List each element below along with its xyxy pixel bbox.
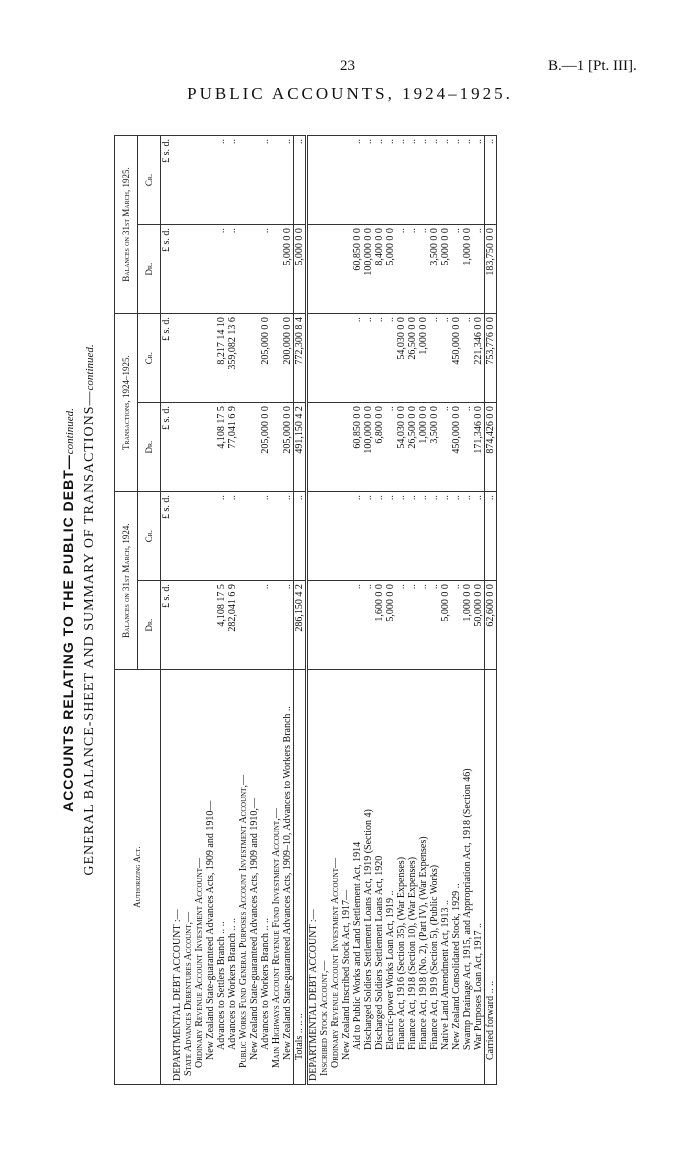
amount-cell: .. [451, 136, 462, 225]
row-description: Finance Act, 1919 (Section 5), (Public Works) [429, 670, 440, 1085]
amount-cell [249, 136, 260, 225]
amount-cell [205, 581, 216, 670]
amount-cell [341, 403, 352, 492]
amount-cell: .. [216, 492, 227, 581]
amount-cell: .. [429, 581, 440, 670]
amount-cell: .. [260, 225, 271, 314]
table-row [216, 136, 227, 1085]
amount-cell: .. [473, 136, 485, 225]
amount-cell: .. [227, 136, 238, 225]
row-description: Ordinary Revenue Account Investment Account— [194, 670, 205, 1085]
amount-cell: 171,346 0 0 [473, 403, 485, 492]
amount-cell: .. [385, 136, 396, 225]
amount-cell: .. [363, 136, 374, 225]
amount-cell [330, 492, 341, 581]
amount-cell: .. [385, 492, 396, 581]
units-label: £ s. d. [161, 581, 173, 670]
amount-cell: 77,041 6 9 [227, 403, 238, 492]
amount-cell [194, 581, 205, 670]
amount-cell: .. [451, 581, 462, 670]
amount-cell [238, 225, 249, 314]
amount-cell: .. [418, 581, 429, 670]
units-label: £ s. d. [161, 403, 173, 492]
header-cr: Cr. [138, 492, 161, 581]
table-row [307, 136, 320, 1085]
header-authorizing-act: Authorizing Act. [115, 670, 161, 1085]
amount-cell [238, 403, 249, 492]
amount-cell: .. [363, 581, 374, 670]
amount-cell: .. [374, 314, 385, 403]
amount-cell: 183,750 0 0 [485, 225, 497, 314]
table-row [260, 136, 271, 1085]
amount-cell: .. [260, 136, 271, 225]
amount-cell: 450,000 0 0 [451, 314, 462, 403]
amount-cell: .. [352, 492, 363, 581]
amount-cell: .. [473, 492, 485, 581]
header-dr: Dr. [138, 581, 161, 670]
amount-cell: 221,346 0 0 [473, 314, 485, 403]
amount-cell [271, 225, 282, 314]
amount-cell [172, 581, 183, 670]
amount-cell [172, 314, 183, 403]
amount-cell [194, 403, 205, 492]
amount-cell: .. [363, 492, 374, 581]
amount-cell [249, 581, 260, 670]
amount-cell [307, 581, 320, 670]
amount-cell: 50,000 0 0 [473, 581, 485, 670]
row-description: New Zealand Inscribed Stock Act, 1917— [341, 670, 352, 1085]
amount-cell: .. [462, 492, 473, 581]
amount-cell: .. [227, 492, 238, 581]
amount-cell [341, 581, 352, 670]
amount-cell: 1,600 0 0 [374, 581, 385, 670]
table-row [194, 136, 205, 1085]
document-reference: B.—1 [Pt. III]. [548, 58, 637, 74]
amount-cell [271, 136, 282, 225]
table-row [363, 136, 374, 1085]
amount-cell: .. [216, 136, 227, 225]
amount-cell: .. [440, 136, 451, 225]
header-dr: Dr. [138, 225, 161, 314]
amount-cell: .. [396, 581, 407, 670]
amount-cell: 5,000 0 0 [385, 581, 396, 670]
table-body [161, 136, 497, 1085]
amount-cell [330, 136, 341, 225]
amount-cell [194, 314, 205, 403]
amount-cell: 1,000 0 0 [462, 225, 473, 314]
amount-cell: .. [260, 492, 271, 581]
amount-cell [249, 225, 260, 314]
table-row [473, 136, 485, 1085]
header-balances-1924: Balances on 31st March, 1924. [115, 492, 138, 670]
amount-cell: .. [363, 314, 374, 403]
amount-cell [330, 225, 341, 314]
amount-cell [172, 403, 183, 492]
amount-cell: 8,400 0 0 [374, 225, 385, 314]
amount-cell [194, 225, 205, 314]
amount-cell: .. [282, 492, 294, 581]
amount-cell [307, 225, 320, 314]
amount-cell: .. [294, 492, 307, 581]
amount-cell [183, 136, 194, 225]
amount-cell: 5,000 0 0 [294, 225, 307, 314]
amount-cell: .. [260, 581, 271, 670]
amount-cell: .. [396, 225, 407, 314]
row-description: New Zealand Consolidated Stock, 1929 .. [451, 670, 462, 1085]
row-description: Totals .. .. .. [294, 670, 307, 1085]
amount-cell [183, 581, 194, 670]
table-row [374, 136, 385, 1085]
amount-cell: .. [440, 492, 451, 581]
amount-cell: .. [473, 225, 485, 314]
amount-cell: 5,000 0 0 [440, 225, 451, 314]
row-description: New Zealand State-guaranteed Advances Acts, 1909 and 1910,— [249, 670, 260, 1085]
row-description: Swamp Drainage Act, 1915, and Appropriation Act, 1918 (Section 46) [462, 670, 473, 1085]
row-description: New Zealand State-guaranteed Advances Acts, 1909 and 1910— [205, 670, 216, 1085]
row-description: Finance Act, 1916 (Section 35), (War Expenses) [396, 670, 407, 1085]
amount-cell [341, 136, 352, 225]
row-description: DEPARTMENTAL DEBT ACCOUNT :— [172, 670, 183, 1085]
table-row [440, 136, 451, 1085]
row-description: Aid to Public Works and Land Settlement Act, 1914 [352, 670, 363, 1085]
amount-cell [172, 225, 183, 314]
header-transactions: Transactions, 1924–1925. [115, 314, 138, 492]
amount-cell [183, 492, 194, 581]
amount-cell [238, 492, 249, 581]
table-row [183, 136, 194, 1085]
amount-cell: .. [396, 136, 407, 225]
amount-cell: 205,000 0 0 [260, 403, 271, 492]
amount-cell [330, 403, 341, 492]
table-row [352, 136, 363, 1085]
table-row [205, 136, 216, 1085]
amount-cell: .. [440, 403, 451, 492]
amount-cell [183, 403, 194, 492]
row-description: Ordinary Revenue Account Investment Account— [330, 670, 341, 1085]
row-description: Public Works Fund General Purposes Account Investment Account,— [238, 670, 249, 1085]
amount-cell: .. [282, 136, 294, 225]
amount-cell: 874,426 0 0 [485, 403, 497, 492]
amount-cell: .. [396, 492, 407, 581]
units-label: £ s. d. [161, 225, 173, 314]
amount-cell: 8,217 14 10 [216, 314, 227, 403]
row-description: State Advances Debentures Account,— [183, 670, 194, 1085]
table-row [319, 136, 330, 1085]
table-row [282, 136, 294, 1085]
amount-cell: 100,000 0 0 [363, 225, 374, 314]
amount-cell: 5,000 0 0 [282, 225, 294, 314]
amount-cell: 1,000 0 0 [418, 403, 429, 492]
table-row [418, 136, 429, 1085]
amount-cell: .. [462, 136, 473, 225]
amount-cell: 5,000 0 0 [440, 581, 451, 670]
amount-cell: 1,000 0 0 [462, 581, 473, 670]
amount-cell [307, 492, 320, 581]
amount-cell [307, 136, 320, 225]
amount-cell: .. [294, 136, 307, 225]
row-description: Advances to Workers Branch .. .. [227, 670, 238, 1085]
amount-cell [319, 136, 330, 225]
table-row [172, 136, 183, 1085]
amount-cell: .. [485, 492, 497, 581]
amount-cell: 54,030 0 0 [396, 403, 407, 492]
amount-cell [205, 225, 216, 314]
amount-cell [205, 403, 216, 492]
amount-cell: .. [418, 136, 429, 225]
amount-cell: 62,600 0 0 [485, 581, 497, 670]
amount-cell [341, 225, 352, 314]
row-description: Finance Act, 1918 (Section 10), (War Expenses) [407, 670, 418, 1085]
row-description: Advances to Settlers Branch .. .. [216, 670, 227, 1085]
amount-cell: .. [440, 314, 451, 403]
amount-cell [307, 403, 320, 492]
row-description: Discharged Soldiers Settlement Loans Act, 1920 [374, 670, 385, 1085]
amount-cell: .. [429, 492, 440, 581]
amount-cell: 54,030 0 0 [396, 314, 407, 403]
amount-cell: 772,300 8 4 [294, 314, 307, 403]
amount-cell: 100,000 0 0 [363, 403, 374, 492]
amount-cell: .. [451, 492, 462, 581]
amount-cell: .. [407, 492, 418, 581]
amount-cell: 6,800 0 0 [374, 403, 385, 492]
amount-cell: .. [462, 403, 473, 492]
row-description: Carried forward .. .. [485, 670, 497, 1085]
amount-cell [271, 581, 282, 670]
amount-cell: 4,108 17 5 [216, 581, 227, 670]
units-label: £ s. d. [161, 492, 173, 581]
amount-cell: 60,850 0 0 [352, 403, 363, 492]
row-description: Discharged Soldiers Settlement Loans Act, 1919 (Section 4) [363, 670, 374, 1085]
amount-cell: 450,000 0 0 [451, 403, 462, 492]
amount-cell: 60,850 0 0 [352, 225, 363, 314]
row-description: War Purposes Loan Act, 1917 .. [473, 670, 485, 1085]
amount-cell: 205,000 0 0 [282, 403, 294, 492]
amount-cell [205, 136, 216, 225]
amount-cell [330, 314, 341, 403]
table-title: ACCOUNTS RELATING TO THE PUBLIC DEBT—continued. [60, 408, 76, 812]
header-dr: Dr. [138, 403, 161, 492]
units-row [161, 136, 173, 1085]
amount-cell [205, 492, 216, 581]
amount-cell: 282,041 6 9 [227, 581, 238, 670]
amount-cell [271, 403, 282, 492]
amount-cell [319, 581, 330, 670]
units-label: £ s. d. [161, 314, 173, 403]
row-description: Inscribed Stock Account,— [319, 670, 330, 1085]
main-title: PUBLIC ACCOUNTS, 1924–1925. [187, 84, 513, 103]
amount-cell: .. [462, 314, 473, 403]
row-description: DEPARTMENTAL DEBT ACCOUNT :— [307, 670, 320, 1085]
table-row [227, 136, 238, 1085]
amount-cell: 491,150 4 2 [294, 403, 307, 492]
amount-cell: 3,500 0 0 [429, 225, 440, 314]
amount-cell: 26,500 0 0 [407, 314, 418, 403]
amount-cell [341, 314, 352, 403]
amount-cell: .. [429, 314, 440, 403]
amount-cell: 205,000 0 0 [260, 314, 271, 403]
row-description: Main Highways Account Revenue Fund Investment Account,— [271, 670, 282, 1085]
table-row [429, 136, 440, 1085]
rotated-table-area [60, 120, 640, 1100]
amount-cell: .. [352, 581, 363, 670]
amount-cell [271, 314, 282, 403]
amount-cell: 1,000 0 0 [418, 314, 429, 403]
amount-cell [307, 314, 320, 403]
amount-cell [319, 314, 330, 403]
table-row [485, 136, 497, 1085]
amount-cell [194, 136, 205, 225]
amount-cell: .. [216, 225, 227, 314]
amount-cell: 753,776 0 0 [485, 314, 497, 403]
units-label: £ s. d. [161, 136, 173, 225]
table-subtitle: GENERAL BALANCE-SHEET AND SUMMARY OF TRANSACTIONS—continued. [82, 344, 97, 876]
amount-cell: .. [282, 581, 294, 670]
amount-cell: .. [485, 136, 497, 225]
amount-cell: .. [352, 136, 363, 225]
amount-cell [172, 492, 183, 581]
amount-cell: 200,000 0 0 [282, 314, 294, 403]
amount-cell [194, 492, 205, 581]
amount-cell: .. [374, 136, 385, 225]
amount-cell: .. [418, 492, 429, 581]
amount-cell [238, 136, 249, 225]
table-row [341, 136, 352, 1085]
amount-cell: .. [385, 403, 396, 492]
amount-cell: .. [352, 314, 363, 403]
amount-cell: .. [385, 314, 396, 403]
amount-cell: 26,500 0 0 [407, 403, 418, 492]
row-description: Native Land Amendment Act, 1913 .. [440, 670, 451, 1085]
amount-cell: .. [429, 136, 440, 225]
page-number: 23 [340, 58, 355, 74]
table-row [396, 136, 407, 1085]
amount-cell: 4,108 17 5 [216, 403, 227, 492]
amount-cell [238, 581, 249, 670]
amount-cell [341, 492, 352, 581]
table-row [238, 136, 249, 1085]
amount-cell [249, 314, 260, 403]
amount-cell [319, 492, 330, 581]
amount-cell: .. [374, 492, 385, 581]
amount-cell [183, 225, 194, 314]
row-description: New Zealand State-guaranteed Advances Acts, 1909–10, Advances to Workers Branch .. [282, 670, 294, 1085]
amount-cell: 286,150 4 2 [294, 581, 307, 670]
header-cr: Cr. [138, 136, 161, 225]
row-description: Advances to Workers Branch .. .. [260, 670, 271, 1085]
amount-cell [205, 314, 216, 403]
amount-cell: .. [418, 225, 429, 314]
amount-cell [319, 225, 330, 314]
amount-cell: .. [407, 225, 418, 314]
amount-cell [271, 492, 282, 581]
amount-cell: 5,000 0 0 [385, 225, 396, 314]
amount-cell [183, 314, 194, 403]
amount-cell [172, 136, 183, 225]
table-row [451, 136, 462, 1085]
header-cr: Cr. [138, 314, 161, 403]
amount-cell [249, 492, 260, 581]
header-balances-1925: Balances on 31st March, 1925. [115, 136, 138, 314]
balance-sheet-table [114, 135, 497, 1085]
table-row [385, 136, 396, 1085]
row-description: Electric-power Works Loan Act, 1919 .. [385, 670, 396, 1085]
amount-cell: .. [407, 136, 418, 225]
table-row [249, 136, 260, 1085]
table-row [330, 136, 341, 1085]
amount-cell [319, 403, 330, 492]
amount-cell: .. [451, 225, 462, 314]
amount-cell: .. [227, 225, 238, 314]
row-description: Finance Act, 1918 (No. 2), (Part IV), (War Expenses) [418, 670, 429, 1085]
amount-cell: 3,500 0 0 [429, 403, 440, 492]
amount-cell: .. [407, 581, 418, 670]
amount-cell [330, 581, 341, 670]
amount-cell [249, 403, 260, 492]
table-row [294, 136, 307, 1085]
amount-cell [238, 314, 249, 403]
table-row [462, 136, 473, 1085]
table-row [407, 136, 418, 1085]
amount-cell: 359,082 13 6 [227, 314, 238, 403]
table-row [271, 136, 282, 1085]
